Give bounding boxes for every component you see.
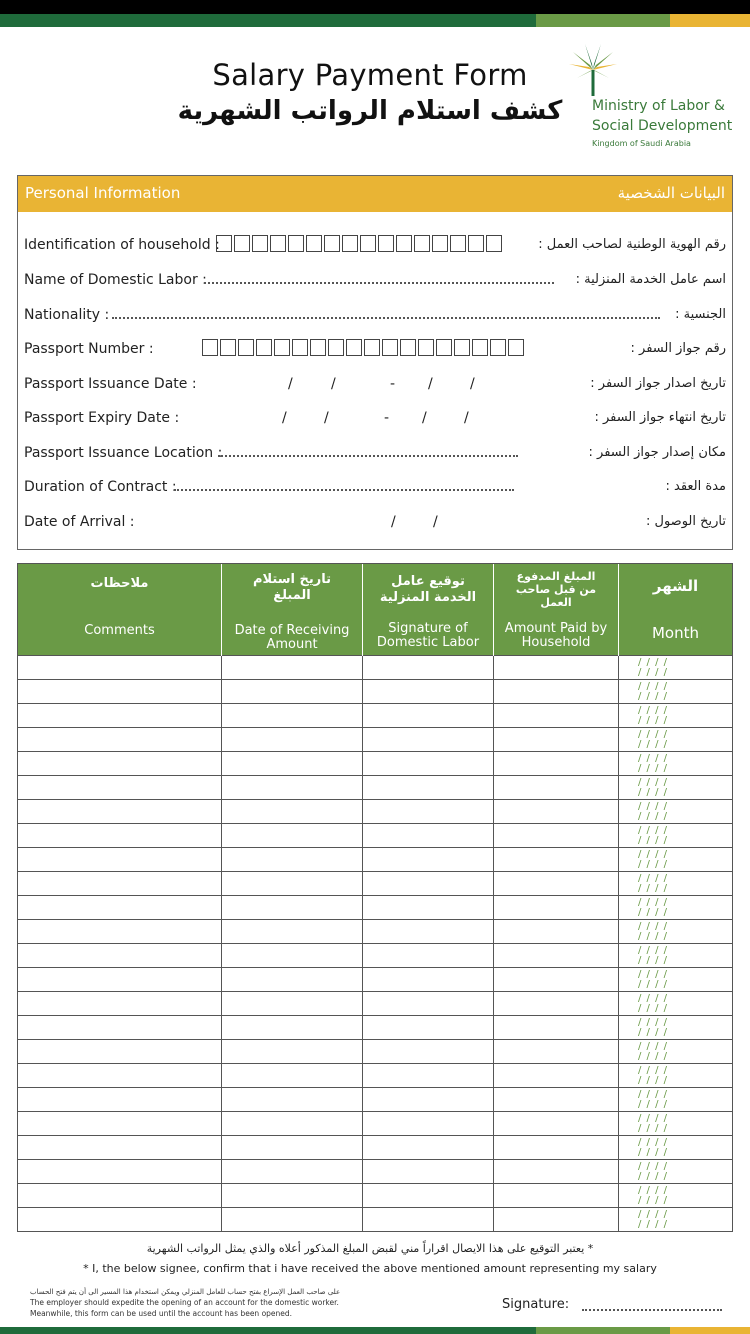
table-cell[interactable] xyxy=(221,992,222,1015)
digit-box[interactable] xyxy=(450,235,466,252)
table-cell[interactable] xyxy=(362,1064,363,1087)
col-signature-ar: توقيع عامل الخدمة المنزلية xyxy=(379,574,477,605)
table-row xyxy=(17,800,733,824)
month-placeholder[interactable]: / / / / xyxy=(638,859,669,870)
col-comments-en: Comments xyxy=(84,623,155,638)
table-cell[interactable] xyxy=(493,1136,494,1159)
month-placeholder[interactable]: / / / / xyxy=(638,907,669,918)
month-placeholder[interactable]: / / / / xyxy=(638,667,669,678)
ministry-country: Kingdom of Saudi Arabia xyxy=(592,139,691,148)
account-note-ar: على صاحب العمل الإسراع بفتح حساب للعامل المنزلي ويمكن استخدام هذا المسير الى أن يتم فتح الحساب xyxy=(30,1288,341,1296)
col-date-receiving xyxy=(221,564,362,657)
table-cell[interactable] xyxy=(221,1184,222,1207)
table-cell[interactable] xyxy=(362,680,363,703)
digit-box[interactable] xyxy=(270,235,286,252)
declaration-ar: * يعتبر التوقيع على هذا الايصال اقراراً مني لقبض المبلغ المذكور أعلاه والذي يمثل الرواتب الشهرية xyxy=(146,1242,594,1255)
table-cell[interactable] xyxy=(493,1088,494,1111)
table-cell[interactable] xyxy=(493,968,494,991)
table-cell[interactable] xyxy=(362,920,363,943)
month-placeholder[interactable]: / / / / xyxy=(638,1051,669,1062)
date-of-arrival-label-en: Date of Arrival : xyxy=(24,514,135,530)
digit-box[interactable] xyxy=(414,235,430,252)
form-title-ar: كشف استلام الرواتب الشهرية xyxy=(177,96,563,126)
month-placeholder[interactable]: / / / / xyxy=(638,1209,669,1220)
table-cell[interactable] xyxy=(221,872,222,895)
table-row xyxy=(17,848,733,872)
digit-box[interactable] xyxy=(256,339,272,356)
digit-box[interactable] xyxy=(364,339,380,356)
table-cell[interactable] xyxy=(221,776,222,799)
table-cell[interactable] xyxy=(362,1208,363,1231)
table-cell[interactable] xyxy=(221,1112,222,1135)
account-note-en-line2: Meanwhile, this form can be used until the account has been opened. xyxy=(30,1309,293,1318)
passport-issuance-location-label-en: Passport Issuance Location : xyxy=(24,445,223,461)
table-cell[interactable] xyxy=(362,752,363,775)
table-row xyxy=(17,1136,733,1160)
table-cell[interactable] xyxy=(618,728,619,751)
digit-box[interactable] xyxy=(360,235,376,252)
date-dash: - xyxy=(390,376,396,392)
field-date-of-arrival xyxy=(18,511,732,535)
digit-box[interactable] xyxy=(400,339,416,356)
top-stripe-green xyxy=(536,14,670,27)
digit-box[interactable] xyxy=(292,339,308,356)
table-cell[interactable] xyxy=(618,848,619,871)
digit-box[interactable] xyxy=(418,339,434,356)
salary-table-header xyxy=(17,563,733,656)
table-cell[interactable] xyxy=(493,1208,494,1231)
table-cell[interactable] xyxy=(362,704,363,727)
passport-expiry-date-label-en: Passport Expiry Date : xyxy=(24,410,180,426)
month-placeholder[interactable]: / / / / xyxy=(638,1027,669,1038)
date-slash: / xyxy=(282,410,287,426)
table-cell[interactable] xyxy=(362,848,363,871)
month-placeholder[interactable]: / / / / xyxy=(638,993,669,1004)
table-cell[interactable] xyxy=(493,848,494,871)
table-cell[interactable] xyxy=(493,872,494,895)
month-placeholder[interactable]: / / / / xyxy=(638,1089,669,1100)
table-cell[interactable] xyxy=(221,1208,222,1231)
month-placeholder[interactable]: / / / / xyxy=(638,945,669,956)
digit-box[interactable] xyxy=(486,235,502,252)
table-cell[interactable] xyxy=(493,656,494,679)
table-row xyxy=(17,896,733,920)
date-slash: / xyxy=(288,376,293,392)
domestic-labor-label-ar: اسم عامل الخدمة المنزلية : xyxy=(575,272,726,287)
digit-box[interactable] xyxy=(468,235,484,252)
month-placeholder[interactable]: / / / / xyxy=(638,1065,669,1076)
table-cell[interactable] xyxy=(362,824,363,847)
month-placeholder[interactable]: / / / / xyxy=(638,955,669,966)
passport-expiry-date-label-ar: تاريخ انتهاء جواز السفر : xyxy=(594,410,726,425)
date-slash: / xyxy=(331,376,336,392)
field-duration-of-contract xyxy=(18,476,732,500)
table-cell[interactable] xyxy=(221,680,222,703)
table-cell[interactable] xyxy=(221,1040,222,1063)
field-passport-issuance-date xyxy=(18,373,732,397)
table-cell[interactable] xyxy=(493,896,494,919)
month-placeholder[interactable]: / / / / xyxy=(638,739,669,750)
duration-of-contract-label-ar: مدة العقد : xyxy=(665,479,726,494)
form-title-en: Salary Payment Form xyxy=(212,58,528,92)
digit-box[interactable] xyxy=(342,235,358,252)
digit-box[interactable] xyxy=(378,235,394,252)
signature-label: Signature: xyxy=(502,1297,570,1312)
digit-box[interactable] xyxy=(288,235,304,252)
table-cell[interactable] xyxy=(362,1184,363,1207)
digit-box[interactable] xyxy=(216,235,232,252)
table-row xyxy=(17,1088,733,1112)
col-signature xyxy=(362,564,493,657)
table-cell[interactable] xyxy=(493,752,494,775)
month-placeholder[interactable]: / / / / xyxy=(638,811,669,822)
table-cell[interactable] xyxy=(618,1064,619,1087)
table-cell[interactable] xyxy=(362,1136,363,1159)
table-row xyxy=(17,776,733,800)
table-cell[interactable] xyxy=(362,1040,363,1063)
duration-of-contract-label-en: Duration of Contract : xyxy=(24,479,177,495)
table-row xyxy=(17,680,733,704)
table-cell[interactable] xyxy=(618,920,619,943)
table-cell[interactable] xyxy=(362,656,363,679)
table-cell[interactable] xyxy=(618,656,619,679)
month-placeholder[interactable]: / / / / xyxy=(638,1113,669,1124)
digit-box[interactable] xyxy=(436,339,452,356)
personal-info-section xyxy=(17,175,733,550)
top-stripe-gold xyxy=(670,14,750,27)
digit-box[interactable] xyxy=(382,339,398,356)
month-placeholder[interactable]: / / / / xyxy=(638,1185,669,1196)
table-cell[interactable] xyxy=(493,824,494,847)
month-placeholder[interactable]: / / / / xyxy=(638,1003,669,1014)
month-placeholder[interactable]: / / / / xyxy=(638,777,669,788)
digit-box[interactable] xyxy=(328,339,344,356)
date-slash: / xyxy=(422,410,427,426)
table-cell[interactable] xyxy=(221,1016,222,1039)
col-date-receiving-ar: تاريخ استلام المبلغ xyxy=(253,572,331,603)
digit-box[interactable] xyxy=(346,339,362,356)
digit-box[interactable] xyxy=(508,339,524,356)
bottom-stripe-gold xyxy=(670,1327,750,1334)
table-cell[interactable] xyxy=(362,968,363,991)
table-cell[interactable] xyxy=(221,824,222,847)
passport-number-label-en: Passport Number : xyxy=(24,341,154,357)
table-cell[interactable] xyxy=(362,1016,363,1039)
table-row xyxy=(17,944,733,968)
passport-issuance-date-label-ar: تاريخ اصدار جواز السفر : xyxy=(590,376,726,391)
month-placeholder[interactable]: / / / / xyxy=(638,681,669,692)
nationality-label-en: Nationality : xyxy=(24,307,110,323)
bottom-stripe-dark-green xyxy=(0,1327,536,1334)
table-row xyxy=(17,1040,733,1064)
table-row xyxy=(17,968,733,992)
month-placeholder[interactable]: / / / / xyxy=(638,1075,669,1086)
table-cell[interactable] xyxy=(493,920,494,943)
date-slash: / xyxy=(428,376,433,392)
ministry-name-line1: Ministry of Labor & xyxy=(592,98,725,114)
table-cell[interactable] xyxy=(618,680,619,703)
table-cell[interactable] xyxy=(618,968,619,991)
table-cell[interactable] xyxy=(221,920,222,943)
col-month-ar: الشهر xyxy=(652,577,699,595)
table-cell[interactable] xyxy=(618,896,619,919)
table-cell[interactable] xyxy=(362,1088,363,1111)
col-amount-paid xyxy=(493,564,618,657)
table-cell[interactable] xyxy=(221,1088,222,1111)
table-cell[interactable] xyxy=(493,776,494,799)
domestic-labor-label-en: Name of Domestic Labor : xyxy=(24,272,207,288)
table-cell[interactable] xyxy=(618,752,619,775)
table-cell[interactable] xyxy=(493,1112,494,1135)
digit-box[interactable] xyxy=(472,339,488,356)
table-cell[interactable] xyxy=(362,728,363,751)
month-placeholder[interactable]: / / / / xyxy=(638,1219,669,1230)
month-placeholder[interactable]: / / / / xyxy=(638,1041,669,1052)
month-placeholder[interactable]: / / / / xyxy=(638,657,669,668)
nationality-label-ar: الجنسية : xyxy=(675,307,726,322)
table-row xyxy=(17,752,733,776)
table-cell[interactable] xyxy=(221,944,222,967)
table-cell[interactable] xyxy=(618,1160,619,1183)
table-cell[interactable] xyxy=(618,1088,619,1111)
month-placeholder[interactable]: / / / / xyxy=(638,1161,669,1172)
table-cell[interactable] xyxy=(493,992,494,1015)
col-signature-en: Signature of Domestic Labor xyxy=(376,621,480,650)
table-cell[interactable] xyxy=(618,776,619,799)
digit-box[interactable] xyxy=(310,339,326,356)
table-row xyxy=(17,824,733,848)
table-row xyxy=(17,920,733,944)
table-row xyxy=(17,1208,733,1232)
table-cell[interactable] xyxy=(618,704,619,727)
date-slash: / xyxy=(464,410,469,426)
month-placeholder[interactable]: / / / / xyxy=(638,1017,669,1028)
household-id-label-ar: رقم الهوية الوطنية لصاحب العمل : xyxy=(538,237,726,252)
nationality-input[interactable] xyxy=(112,317,660,319)
table-cell[interactable] xyxy=(493,944,494,967)
digit-box[interactable] xyxy=(432,235,448,252)
date-slash: / xyxy=(433,514,438,530)
table-cell[interactable] xyxy=(221,1160,222,1183)
passport-issuance-location-input[interactable] xyxy=(218,455,518,457)
month-placeholder[interactable]: / / / / xyxy=(638,705,669,716)
field-passport-expiry-date xyxy=(18,407,732,431)
table-cell[interactable] xyxy=(221,968,222,991)
personal-info-header xyxy=(18,176,732,212)
table-cell[interactable] xyxy=(618,824,619,847)
table-cell[interactable] xyxy=(618,872,619,895)
table-cell[interactable] xyxy=(221,1064,222,1087)
field-passport-number xyxy=(18,338,732,362)
field-passport-issuance-location xyxy=(18,442,732,466)
month-placeholder[interactable]: / / / / xyxy=(638,883,669,894)
digit-box[interactable] xyxy=(220,339,236,356)
table-cell[interactable] xyxy=(618,1112,619,1135)
month-placeholder[interactable]: / / / / xyxy=(638,763,669,774)
date-slash: / xyxy=(324,410,329,426)
col-amount-paid-en: Amount Paid by Household xyxy=(504,621,608,650)
table-cell[interactable] xyxy=(362,800,363,823)
table-cell[interactable] xyxy=(362,1160,363,1183)
month-placeholder[interactable]: / / / / xyxy=(638,931,669,942)
household-id-boxes[interactable] xyxy=(216,235,504,252)
month-placeholder[interactable]: / / / / xyxy=(638,1171,669,1182)
table-cell[interactable] xyxy=(618,1016,619,1039)
col-month xyxy=(618,564,732,657)
month-placeholder[interactable]: / / / / xyxy=(638,835,669,846)
month-placeholder[interactable]: / / / / xyxy=(638,729,669,740)
table-cell[interactable] xyxy=(362,992,363,1015)
digit-box[interactable] xyxy=(252,235,268,252)
month-placeholder[interactable]: / / / / xyxy=(638,825,669,836)
domestic-labor-input[interactable] xyxy=(204,282,554,284)
table-cell[interactable] xyxy=(362,896,363,919)
personal-info-title-en: Personal Information xyxy=(25,184,181,202)
month-placeholder[interactable]: / / / / xyxy=(638,849,669,860)
month-placeholder[interactable]: / / / / xyxy=(638,787,669,798)
table-cell[interactable] xyxy=(493,728,494,751)
digit-box[interactable] xyxy=(306,235,322,252)
signature-input[interactable] xyxy=(582,1309,722,1311)
table-row xyxy=(17,656,733,680)
digit-box[interactable] xyxy=(238,339,254,356)
table-cell[interactable] xyxy=(618,1040,619,1063)
date-dash: - xyxy=(384,410,390,426)
top-black-bar xyxy=(0,0,750,14)
table-cell[interactable] xyxy=(221,848,222,871)
date-slash: / xyxy=(470,376,475,392)
table-cell[interactable] xyxy=(493,1040,494,1063)
col-month-en: Month xyxy=(651,624,699,642)
date-slash: / xyxy=(391,514,396,530)
col-date-receiving-en: Date of Receiving Amount xyxy=(234,623,350,652)
table-cell[interactable] xyxy=(362,944,363,967)
table-cell[interactable] xyxy=(493,1064,494,1087)
digit-box[interactable] xyxy=(490,339,506,356)
bottom-stripe-green xyxy=(536,1327,670,1334)
table-cell[interactable] xyxy=(618,992,619,1015)
digit-box[interactable] xyxy=(234,235,250,252)
month-placeholder[interactable]: / / / / xyxy=(638,1123,669,1134)
digit-box[interactable] xyxy=(324,235,340,252)
month-placeholder[interactable]: / / / / xyxy=(638,1147,669,1158)
table-cell[interactable] xyxy=(493,800,494,823)
table-cell[interactable] xyxy=(221,656,222,679)
passport-issuance-location-label-ar: مكان إصدار جواز السفر : xyxy=(588,445,726,460)
table-cell[interactable] xyxy=(221,800,222,823)
digit-box[interactable] xyxy=(454,339,470,356)
month-placeholder[interactable]: / / / / xyxy=(638,979,669,990)
passport-number-label-ar: رقم جواز السفر : xyxy=(630,341,726,356)
table-row xyxy=(17,1184,733,1208)
duration-of-contract-input[interactable] xyxy=(174,489,514,491)
table-cell[interactable] xyxy=(221,896,222,919)
col-comments-ar: ملاحظات xyxy=(90,576,149,591)
field-domestic-labor xyxy=(18,269,732,293)
table-row xyxy=(17,1160,733,1184)
household-id-label-en: Identification of household : xyxy=(24,237,220,253)
account-note-en-line1: The employer should expedite the opening of an account for the domestic worker. xyxy=(30,1298,339,1307)
table-cell[interactable] xyxy=(618,1208,619,1231)
table-cell[interactable] xyxy=(221,752,222,775)
table-row xyxy=(17,728,733,752)
month-placeholder[interactable]: / / / / xyxy=(638,753,669,764)
field-nationality xyxy=(18,304,732,328)
col-amount-paid-ar: المبلغ المدفوع من قبل صاحب العمل xyxy=(515,570,597,609)
month-placeholder[interactable]: / / / / xyxy=(638,873,669,884)
table-cell[interactable] xyxy=(493,1016,494,1039)
passport-issuance-date-label-en: Passport Issuance Date : xyxy=(24,376,197,392)
digit-box[interactable] xyxy=(396,235,412,252)
table-cell[interactable] xyxy=(362,872,363,895)
passport-number-boxes[interactable] xyxy=(202,339,526,356)
table-cell[interactable] xyxy=(618,1184,619,1207)
field-household-id xyxy=(18,234,732,258)
palm-logo-icon xyxy=(565,40,621,98)
table-cell[interactable] xyxy=(221,1136,222,1159)
table-cell[interactable] xyxy=(493,1160,494,1183)
table-row xyxy=(17,1016,733,1040)
month-placeholder[interactable]: / / / / xyxy=(638,969,669,980)
month-placeholder[interactable]: / / / / xyxy=(638,921,669,932)
month-placeholder[interactable]: / / / / xyxy=(638,1195,669,1206)
month-placeholder[interactable]: / / / / xyxy=(638,801,669,812)
table-cell[interactable] xyxy=(221,728,222,751)
table-cell[interactable] xyxy=(493,704,494,727)
table-cell[interactable] xyxy=(493,1184,494,1207)
date-of-arrival-label-ar: تاريخ الوصول : xyxy=(646,514,726,529)
month-placeholder[interactable]: / / / / xyxy=(638,691,669,702)
top-stripe-dark-green xyxy=(0,14,536,27)
table-cell[interactable] xyxy=(618,1136,619,1159)
table-cell[interactable] xyxy=(362,1112,363,1135)
table-row xyxy=(17,992,733,1016)
table-cell[interactable] xyxy=(221,704,222,727)
table-row xyxy=(17,1112,733,1136)
declaration-en: * I, the below signee, confirm that i have received the above mentioned amount representing my salary xyxy=(83,1262,657,1275)
month-placeholder[interactable]: / / / / xyxy=(638,715,669,726)
ministry-name-line2: Social Development xyxy=(592,118,733,134)
month-placeholder[interactable]: / / / / xyxy=(638,1137,669,1148)
col-comments xyxy=(18,564,221,657)
table-row xyxy=(17,872,733,896)
digit-box[interactable] xyxy=(274,339,290,356)
month-placeholder[interactable]: / / / / xyxy=(638,1099,669,1110)
table-cell[interactable] xyxy=(618,800,619,823)
table-row xyxy=(17,704,733,728)
digit-box[interactable] xyxy=(202,339,218,356)
table-cell[interactable] xyxy=(618,944,619,967)
personal-info-title-ar: البيانات الشخصية xyxy=(617,184,725,202)
table-row xyxy=(17,1064,733,1088)
table-cell[interactable] xyxy=(362,776,363,799)
month-placeholder[interactable]: / / / / xyxy=(638,897,669,908)
table-cell[interactable] xyxy=(493,680,494,703)
